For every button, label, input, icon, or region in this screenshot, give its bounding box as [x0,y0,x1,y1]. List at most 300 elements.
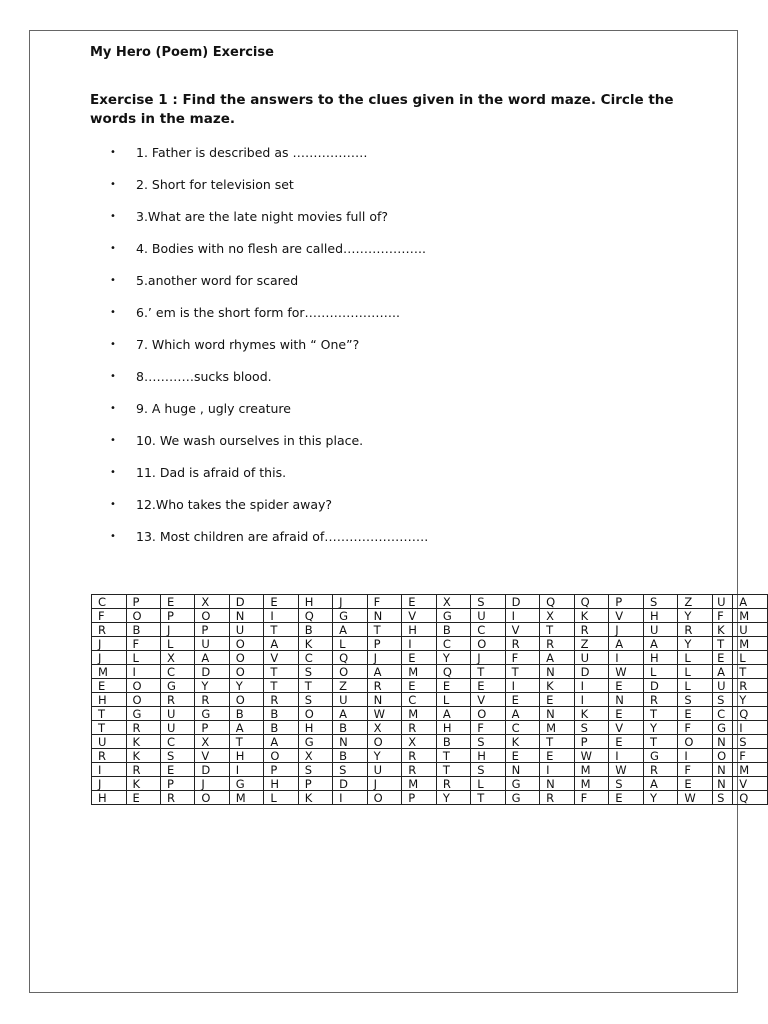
maze-cell: Q [436,665,470,679]
maze-cell: W [609,665,644,679]
maze-cell: A [436,707,470,721]
maze-cell: Q [733,707,768,721]
maze-cell: A [733,595,768,609]
maze-cell: X [195,595,229,609]
maze-cell: C [505,721,539,735]
clue-item [110,432,428,464]
clue-list [110,144,428,560]
maze-row [92,623,768,637]
maze-cell: E [402,651,437,665]
maze-cell: T [92,707,127,721]
maze-cell: R [402,749,437,763]
maze-cell: O [713,749,733,763]
maze-cell: I [505,679,539,693]
maze-cell: Y [678,609,713,623]
maze-cell: G [126,707,160,721]
maze-cell: J [471,651,505,665]
maze-cell: S [713,693,733,707]
maze-cell: O [471,707,505,721]
maze-cell: H [264,777,298,791]
maze-cell: Y [436,651,470,665]
maze-cell: R [678,623,713,637]
maze-cell: O [229,665,264,679]
maze-cell: Q [540,595,575,609]
maze-cell: X [298,749,332,763]
maze-cell: G [195,707,229,721]
maze-cell: G [229,777,264,791]
maze-cell: H [402,623,437,637]
maze-cell: L [733,651,768,665]
maze-cell: D [333,777,367,791]
maze-cell: X [436,595,470,609]
maze-cell: Y [436,791,470,805]
maze-cell: R [92,623,127,637]
maze-cell: K [298,637,332,651]
maze-cell: M [402,707,437,721]
maze-cell: O [333,665,367,679]
maze-cell: I [229,763,264,777]
maze-cell: T [505,665,539,679]
maze-cell: L [333,637,367,651]
maze-cell: F [713,609,733,623]
maze-cell: X [540,609,575,623]
clue-item [110,496,428,528]
maze-cell: T [264,623,298,637]
maze-cell: S [471,763,505,777]
maze-cell: F [678,763,713,777]
maze-cell: V [733,777,768,791]
maze-cell: M [574,777,609,791]
clue-item [110,272,428,304]
maze-cell: L [678,651,713,665]
bullet-icon: • [110,211,116,222]
clue-text: 7. Which word rhymes with “ One”? [136,337,360,352]
word-maze-grid [91,594,768,805]
maze-cell: C [298,651,332,665]
maze-cell: A [644,777,678,791]
maze-cell: O [678,735,713,749]
maze-cell: E [609,679,644,693]
maze-cell: M [402,665,437,679]
maze-cell: O [264,749,298,763]
maze-cell: N [540,665,575,679]
maze-cell: I [540,763,575,777]
maze-row [92,665,768,679]
maze-cell: I [402,637,437,651]
maze-cell: E [402,595,437,609]
maze-row [92,735,768,749]
maze-cell: T [92,721,127,735]
maze-cell: S [678,693,713,707]
maze-cell: R [436,777,470,791]
maze-row [92,749,768,763]
maze-cell: P [367,637,402,651]
clue-item [110,368,428,400]
maze-row [92,679,768,693]
maze-cell: D [574,665,609,679]
maze-cell: A [264,637,298,651]
maze-cell: Q [733,791,768,805]
maze-cell: F [574,791,609,805]
maze-cell: P [402,791,437,805]
maze-cell: E [609,791,644,805]
maze-cell: O [126,609,160,623]
maze-cell: R [574,623,609,637]
maze-cell: F [678,721,713,735]
page-title: My Hero (Poem) Exercise [90,45,274,60]
maze-cell: N [505,763,539,777]
maze-cell: H [644,609,678,623]
maze-row [92,707,768,721]
maze-cell: T [264,665,298,679]
maze-cell: N [713,735,733,749]
bullet-icon: • [110,371,116,382]
maze-cell: B [229,707,264,721]
maze-cell: N [713,777,733,791]
maze-cell: U [733,623,768,637]
maze-cell: G [505,777,539,791]
clue-item [110,240,428,272]
maze-cell: S [471,595,505,609]
maze-cell: L [264,791,298,805]
maze-cell: E [505,749,539,763]
maze-cell: U [195,637,229,651]
maze-cell: R [402,721,437,735]
maze-cell: K [126,749,160,763]
clue-item [110,336,428,368]
maze-cell: R [264,693,298,707]
maze-cell: G [505,791,539,805]
maze-cell: O [195,791,229,805]
maze-cell: O [126,693,160,707]
maze-cell: Y [229,679,264,693]
maze-cell: T [264,679,298,693]
bullet-icon: • [110,467,116,478]
maze-cell: B [436,623,470,637]
maze-cell: U [713,595,733,609]
maze-cell: E [436,679,470,693]
maze-cell: K [574,609,609,623]
maze-cell: E [126,791,160,805]
maze-cell: F [505,651,539,665]
maze-cell: U [160,721,194,735]
maze-cell: F [92,609,127,623]
maze-cell: T [540,623,575,637]
clue-text: 2. Short for television set [136,177,294,192]
maze-row [92,609,768,623]
maze-row [92,693,768,707]
maze-cell: E [264,595,298,609]
maze-cell: Q [574,595,609,609]
maze-cell: G [160,679,194,693]
maze-cell: E [678,707,713,721]
maze-cell: Y [367,749,402,763]
maze-cell: H [92,693,127,707]
bullet-icon: • [110,179,116,190]
maze-cell: X [160,651,194,665]
maze-cell: U [574,651,609,665]
maze-cell: P [574,735,609,749]
maze-cell: C [402,693,437,707]
maze-cell: A [264,735,298,749]
maze-cell: Z [678,595,713,609]
maze-cell: D [195,665,229,679]
maze-cell: E [609,707,644,721]
maze-cell: V [264,651,298,665]
clue-text: 4. Bodies with no flesh are called……………….. [136,241,426,256]
maze-cell: S [574,721,609,735]
maze-cell: N [367,609,402,623]
bullet-icon: • [110,275,116,286]
maze-cell: O [229,651,264,665]
maze-cell: K [505,735,539,749]
maze-cell: V [609,721,644,735]
maze-cell: X [367,721,402,735]
maze-cell: M [733,763,768,777]
maze-cell: C [160,735,194,749]
bullet-icon: • [110,147,116,158]
maze-cell: V [609,609,644,623]
maze-cell: Y [678,637,713,651]
maze-cell: P [264,763,298,777]
clue-text: 13. Most children are afraid of……………………. [136,529,429,544]
maze-cell: E [505,693,539,707]
maze-cell: A [609,637,644,651]
maze-cell: T [436,763,470,777]
maze-cell: A [333,707,367,721]
maze-cell: R [195,693,229,707]
maze-cell: P [195,721,229,735]
maze-cell: O [367,791,402,805]
maze-cell: B [436,735,470,749]
clue-text: 8…………sucks blood. [136,369,272,384]
maze-cell: D [505,595,539,609]
clue-item [110,400,428,432]
maze-cell: R [92,749,127,763]
maze-cell: U [713,679,733,693]
maze-cell: H [229,749,264,763]
maze-cell: P [126,595,160,609]
maze-cell: I [609,749,644,763]
maze-cell: N [367,693,402,707]
maze-row [92,721,768,735]
maze-cell: A [367,665,402,679]
bullet-icon: • [110,531,116,542]
maze-cell: O [126,679,160,693]
clue-text: 9. A huge , ugly creature [136,401,291,416]
maze-cell: S [471,735,505,749]
maze-cell: J [92,637,127,651]
maze-cell: E [540,749,575,763]
maze-cell: O [229,693,264,707]
maze-cell: A [713,665,733,679]
maze-cell: C [436,637,470,651]
maze-cell: S [160,749,194,763]
maze-cell: B [333,721,367,735]
maze-cell: R [126,763,160,777]
maze-cell: A [540,651,575,665]
maze-cell: Y [195,679,229,693]
maze-cell: S [333,763,367,777]
maze-cell: U [367,763,402,777]
bullet-icon: • [110,339,116,350]
maze-cell: A [505,707,539,721]
maze-row [92,651,768,665]
maze-cell: J [333,595,367,609]
maze-cell: T [540,735,575,749]
maze-cell: E [713,651,733,665]
maze-cell: I [609,651,644,665]
maze-cell: O [471,637,505,651]
maze-cell: S [298,693,332,707]
maze-cell: T [471,791,505,805]
maze-cell: I [92,763,127,777]
clue-text: 5.another word for scared [136,273,299,288]
maze-row [92,637,768,651]
maze-cell: J [92,777,127,791]
maze-cell: R [540,791,575,805]
maze-cell: C [713,707,733,721]
maze-cell: O [229,637,264,651]
maze-cell: H [644,651,678,665]
maze-cell: R [540,637,575,651]
maze-cell: V [471,693,505,707]
maze-cell: T [436,749,470,763]
maze-cell: L [160,637,194,651]
maze-cell: V [402,609,437,623]
maze-cell: O [367,735,402,749]
maze-cell: U [229,623,264,637]
maze-cell: Q [333,651,367,665]
maze-cell: E [402,679,437,693]
maze-cell: I [574,679,609,693]
maze-cell: L [436,693,470,707]
maze-cell: E [540,693,575,707]
maze-cell: T [471,665,505,679]
maze-cell: R [160,693,194,707]
maze-cell: S [298,763,332,777]
maze-cell: M [733,637,768,651]
maze-cell: B [264,721,298,735]
maze-cell: K [574,707,609,721]
clue-text: 11. Dad is afraid of this. [136,465,287,480]
clue-item [110,304,428,336]
maze-cell: F [733,749,768,763]
maze-cell: I [574,693,609,707]
maze-cell: Y [644,721,678,735]
maze-cell: L [644,665,678,679]
maze-cell: N [229,609,264,623]
clue-item [110,176,428,208]
maze-cell: V [505,623,539,637]
maze-cell: W [367,707,402,721]
maze-cell: H [298,721,332,735]
maze-cell: W [574,749,609,763]
maze-cell: B [264,707,298,721]
maze-cell: T [644,707,678,721]
maze-cell: A [333,623,367,637]
maze-cell: Z [574,637,609,651]
maze-cell: P [160,777,194,791]
maze-cell: E [609,735,644,749]
maze-cell: D [195,763,229,777]
exercise-instructions: Exercise 1 : Find the answers to the clues given in the word maze. Circle the words in the maze. [90,92,674,127]
maze-cell: E [160,763,194,777]
maze-cell: I [733,721,768,735]
maze-row [92,763,768,777]
clue-text: 10. We wash ourselves in this place. [136,433,364,448]
clue-text: 6.’ em is the short form for………………….. [136,305,401,320]
maze-cell: U [92,735,127,749]
maze-row [92,595,768,609]
maze-cell: K [713,623,733,637]
maze-cell: J [195,777,229,791]
maze-cell: F [126,637,160,651]
bullet-icon: • [110,403,116,414]
maze-cell: E [160,595,194,609]
clue-item [110,464,428,496]
maze-cell: T [229,735,264,749]
maze-cell: H [436,721,470,735]
maze-cell: R [733,679,768,693]
maze-cell: K [540,679,575,693]
maze-cell: L [678,679,713,693]
maze-cell: M [540,721,575,735]
maze-cell: B [298,623,332,637]
maze-cell: W [678,791,713,805]
maze-cell: Y [644,791,678,805]
maze-cell: T [713,637,733,651]
maze-cell: T [367,623,402,637]
maze-cell: K [126,777,160,791]
maze-cell: C [471,623,505,637]
maze-cell: O [195,609,229,623]
maze-cell: J [367,651,402,665]
maze-cell: N [609,693,644,707]
maze-cell: W [609,763,644,777]
maze-cell: H [92,791,127,805]
maze-cell: S [713,791,733,805]
bullet-icon: • [110,307,116,318]
maze-cell: E [678,777,713,791]
maze-cell: F [367,595,402,609]
maze-cell: U [644,623,678,637]
maze-row [92,791,768,805]
maze-cell: N [713,763,733,777]
maze-cell: R [367,679,402,693]
maze-cell: I [505,609,539,623]
maze-cell: R [505,637,539,651]
maze-cell: R [126,721,160,735]
clue-text: 12.Who takes the spider away? [136,497,333,512]
clue-text: 1. Father is described as ……………… [136,145,368,160]
clue-item [110,528,428,560]
bullet-icon: • [110,243,116,254]
maze-cell: R [402,763,437,777]
maze-cell: G [298,735,332,749]
bullet-icon: • [110,499,116,510]
maze-cell: H [471,749,505,763]
maze-row [92,777,768,791]
maze-cell: G [644,749,678,763]
maze-cell: U [471,609,505,623]
maze-cell: U [160,707,194,721]
maze-cell: M [574,763,609,777]
maze-cell: I [264,609,298,623]
maze-cell: K [126,735,160,749]
maze-cell: U [333,693,367,707]
maze-cell: I [678,749,713,763]
